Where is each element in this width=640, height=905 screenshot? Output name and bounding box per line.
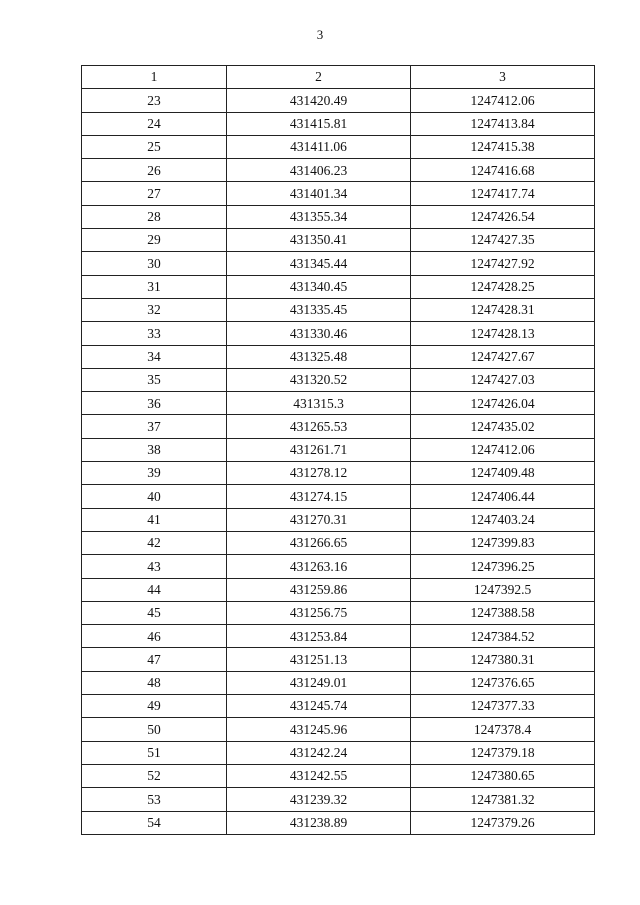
coordinate-x-cell: 431253.84 <box>227 625 411 648</box>
point-number-cell: 40 <box>82 485 227 508</box>
coordinate-x-cell: 431238.89 <box>227 811 411 834</box>
point-number-cell: 39 <box>82 462 227 485</box>
coordinate-y-cell: 1247412.06 <box>411 89 595 112</box>
coordinate-x-cell: 431239.32 <box>227 788 411 811</box>
point-number-cell: 26 <box>82 159 227 182</box>
table-row <box>82 322 595 345</box>
point-number-cell: 49 <box>82 695 227 718</box>
coordinate-y-cell: 1247428.25 <box>411 275 595 298</box>
coordinate-x-cell: 431242.55 <box>227 764 411 787</box>
coordinate-y-cell: 1247396.25 <box>411 555 595 578</box>
table-row <box>82 764 595 787</box>
coordinate-x-cell: 431266.65 <box>227 531 411 554</box>
coordinate-x-cell: 431345.44 <box>227 252 411 275</box>
page-number: 3 <box>316 27 324 42</box>
coordinate-x-cell: 431350.41 <box>227 229 411 252</box>
table-row <box>82 229 595 252</box>
point-number-cell: 27 <box>82 182 227 205</box>
coordinate-x-cell: 431265.53 <box>227 415 411 438</box>
coordinate-x-cell: 431411.06 <box>227 135 411 158</box>
coordinate-y-cell: 1247384.52 <box>411 625 595 648</box>
point-number-cell: 54 <box>82 811 227 834</box>
point-number-cell: 47 <box>82 648 227 671</box>
table-row <box>82 159 595 182</box>
coordinate-y-cell: 1247427.03 <box>411 368 595 391</box>
point-number-cell: 31 <box>82 275 227 298</box>
point-number-cell: 42 <box>82 531 227 554</box>
coordinate-y-cell: 1247381.32 <box>411 788 595 811</box>
coordinate-y-cell: 1247399.83 <box>411 531 595 554</box>
coordinate-y-cell: 1247379.26 <box>411 811 595 834</box>
table-row <box>82 485 595 508</box>
table-row <box>82 438 595 461</box>
table-header-row <box>82 66 595 89</box>
point-number-cell: 46 <box>82 625 227 648</box>
point-number-cell: 32 <box>82 298 227 321</box>
table-row <box>82 578 595 601</box>
table-row <box>82 275 595 298</box>
point-number-cell: 50 <box>82 718 227 741</box>
table-row <box>82 811 595 834</box>
coordinate-x-cell: 431420.49 <box>227 89 411 112</box>
coordinate-y-cell: 1247435.02 <box>411 415 595 438</box>
table-row <box>82 555 595 578</box>
point-number-cell: 36 <box>82 392 227 415</box>
coordinate-y-cell: 1247392.5 <box>411 578 595 601</box>
coordinate-x-cell: 431335.45 <box>227 298 411 321</box>
table-row <box>82 135 595 158</box>
point-number-cell: 37 <box>82 415 227 438</box>
coordinate-y-cell: 1247427.67 <box>411 345 595 368</box>
point-number-cell: 28 <box>82 205 227 228</box>
coordinate-x-cell: 431320.52 <box>227 368 411 391</box>
coordinate-x-cell: 431249.01 <box>227 671 411 694</box>
coordinate-x-cell: 431406.23 <box>227 159 411 182</box>
table-row <box>82 368 595 391</box>
point-number-cell: 53 <box>82 788 227 811</box>
coordinate-x-cell: 431259.86 <box>227 578 411 601</box>
column-header-1: 1 <box>82 66 227 89</box>
table-row <box>82 625 595 648</box>
coordinate-y-cell: 1247417.74 <box>411 182 595 205</box>
coordinate-x-cell: 431340.45 <box>227 275 411 298</box>
coordinate-y-cell: 1247427.92 <box>411 252 595 275</box>
coordinate-y-cell: 1247380.31 <box>411 648 595 671</box>
table-row <box>82 392 595 415</box>
point-number-cell: 52 <box>82 764 227 787</box>
table-row <box>82 788 595 811</box>
table-row <box>82 112 595 135</box>
coordinate-y-cell: 1247426.04 <box>411 392 595 415</box>
coordinate-x-cell: 431245.74 <box>227 695 411 718</box>
coordinate-x-cell: 431325.48 <box>227 345 411 368</box>
point-number-cell: 48 <box>82 671 227 694</box>
coordinate-y-cell: 1247378.4 <box>411 718 595 741</box>
table-row <box>82 741 595 764</box>
point-number-cell: 51 <box>82 741 227 764</box>
point-number-cell: 24 <box>82 112 227 135</box>
column-header-3: 3 <box>411 66 595 89</box>
coordinate-x-cell: 431355.34 <box>227 205 411 228</box>
coordinate-x-cell: 431270.31 <box>227 508 411 531</box>
coordinate-y-cell: 1247406.44 <box>411 485 595 508</box>
coordinate-y-cell: 1247428.31 <box>411 298 595 321</box>
coordinate-y-cell: 1247379.18 <box>411 741 595 764</box>
table-row <box>82 695 595 718</box>
coordinate-y-cell: 1247388.58 <box>411 601 595 624</box>
coordinate-x-cell: 431278.12 <box>227 462 411 485</box>
point-number-cell: 43 <box>82 555 227 578</box>
point-number-cell: 41 <box>82 508 227 531</box>
table-row <box>82 718 595 741</box>
point-number-cell: 38 <box>82 438 227 461</box>
coordinate-x-cell: 431315.3 <box>227 392 411 415</box>
point-number-cell: 23 <box>82 89 227 112</box>
table-row <box>82 252 595 275</box>
point-number-cell: 44 <box>82 578 227 601</box>
point-number-cell: 29 <box>82 229 227 252</box>
table-row <box>82 508 595 531</box>
point-number-cell: 34 <box>82 345 227 368</box>
coordinate-x-cell: 431263.16 <box>227 555 411 578</box>
coordinate-y-cell: 1247409.48 <box>411 462 595 485</box>
point-number-cell: 35 <box>82 368 227 391</box>
coordinate-y-cell: 1247428.13 <box>411 322 595 345</box>
coordinate-y-cell: 1247380.65 <box>411 764 595 787</box>
coordinate-x-cell: 431256.75 <box>227 601 411 624</box>
table-row <box>82 345 595 368</box>
coordinate-x-cell: 431261.71 <box>227 438 411 461</box>
coordinate-y-cell: 1247426.54 <box>411 205 595 228</box>
coordinate-x-cell: 431274.15 <box>227 485 411 508</box>
coordinate-y-cell: 1247415.38 <box>411 135 595 158</box>
coordinate-x-cell: 431330.46 <box>227 322 411 345</box>
table-row <box>82 671 595 694</box>
coordinate-x-cell: 431242.24 <box>227 741 411 764</box>
table-row <box>82 462 595 485</box>
coordinate-y-cell: 1247416.68 <box>411 159 595 182</box>
table-row <box>82 531 595 554</box>
point-number-cell: 45 <box>82 601 227 624</box>
table-row <box>82 415 595 438</box>
coordinate-y-cell: 1247412.06 <box>411 438 595 461</box>
coordinate-y-cell: 1247377.33 <box>411 695 595 718</box>
point-number-cell: 33 <box>82 322 227 345</box>
point-number-cell: 25 <box>82 135 227 158</box>
coordinate-x-cell: 431415.81 <box>227 112 411 135</box>
coordinate-x-cell: 431251.13 <box>227 648 411 671</box>
coordinate-y-cell: 1247413.84 <box>411 112 595 135</box>
table-row <box>82 648 595 671</box>
coordinate-y-cell: 1247427.35 <box>411 229 595 252</box>
coordinate-x-cell: 431401.34 <box>227 182 411 205</box>
coordinates-table <box>81 65 595 835</box>
column-header-2: 2 <box>227 66 411 89</box>
table-row <box>82 298 595 321</box>
table-row <box>82 89 595 112</box>
point-number-cell: 30 <box>82 252 227 275</box>
coordinate-y-cell: 1247376.65 <box>411 671 595 694</box>
table-row <box>82 182 595 205</box>
table-body <box>82 89 595 835</box>
table-row <box>82 601 595 624</box>
coordinate-x-cell: 431245.96 <box>227 718 411 741</box>
table-row <box>82 205 595 228</box>
coordinate-y-cell: 1247403.24 <box>411 508 595 531</box>
